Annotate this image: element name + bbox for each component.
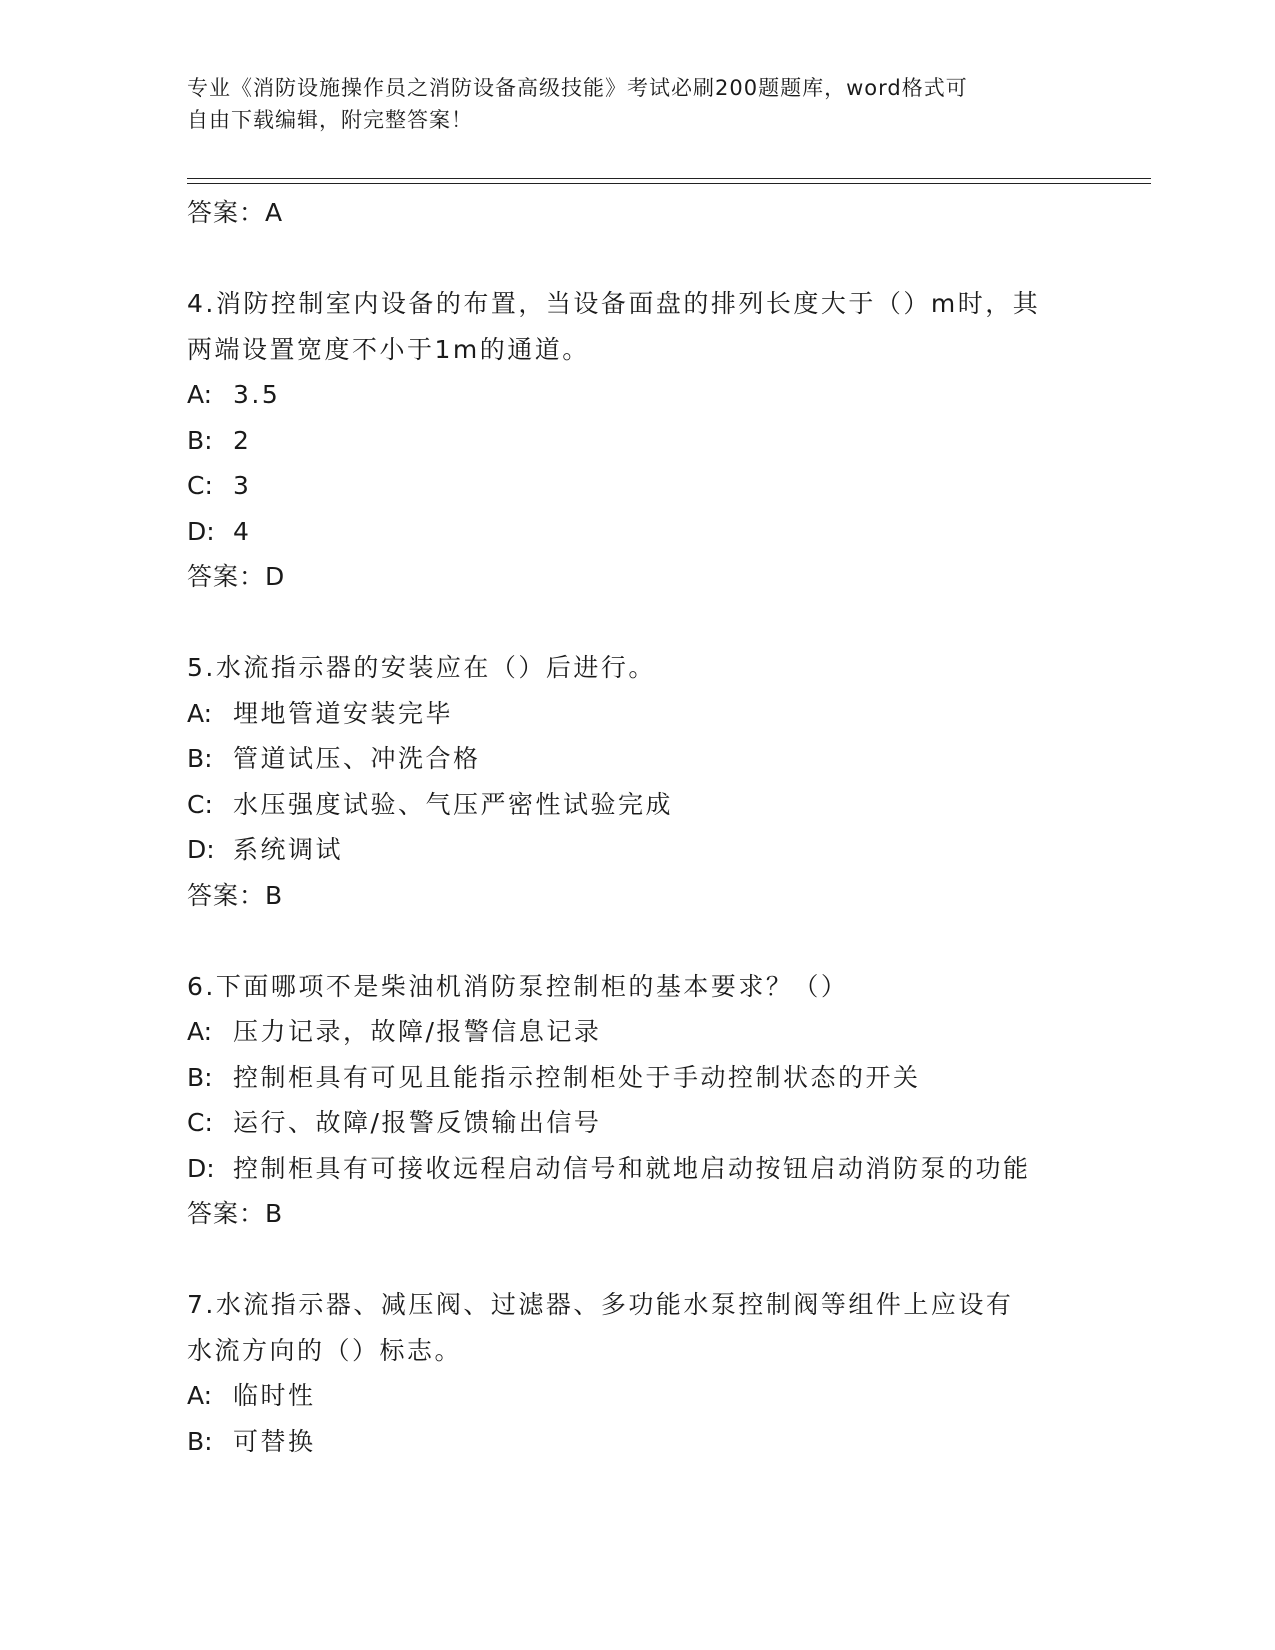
header-note [187, 72, 1067, 136]
option-d [187, 827, 1087, 873]
option-letter: A: [187, 1017, 213, 1046]
option-b [187, 1055, 1087, 1101]
option-text: 控制柜具有可见且能指示控制柜处于手动控制状态的开关 [233, 1062, 921, 1092]
question-stem-line: 4.消防控制室内设备的布置，当设备面盘的排列长度大于（）m时，其 [187, 289, 1041, 318]
question-stem-line: 6.下面哪项不是柴油机消防泵控制柜的基本要求？（） [187, 971, 849, 1001]
option-text: 临时性 [233, 1381, 316, 1410]
option-text: 水压强度试验、气压严密性试验完成 [233, 789, 674, 819]
answer-label: 答案：B [187, 1199, 284, 1228]
header-line-2: 自由下载编辑，附完整答案！ [187, 108, 473, 132]
question-7 [187, 1282, 1087, 1464]
option-text: 2 [233, 425, 252, 455]
question-stem-line: 水流方向的（）标志。 [187, 1335, 463, 1365]
option-letter: D: [187, 1153, 215, 1183]
option-a [187, 691, 1087, 737]
option-text: 可替换 [233, 1426, 316, 1456]
option-letter: B: [187, 744, 213, 773]
question-4 [187, 281, 1087, 600]
option-b [187, 418, 1087, 464]
option-c [187, 782, 1087, 828]
option-text: 运行、故障/报警反馈输出信号 [233, 1108, 602, 1137]
header-rule-top [187, 178, 1151, 179]
spacer [187, 918, 1087, 964]
option-c [187, 463, 1087, 509]
option-c [187, 1100, 1087, 1146]
option-letter: A: [187, 698, 213, 728]
question-6 [187, 964, 1087, 1237]
option-letter: B: [187, 1426, 213, 1456]
option-letter: C: [187, 789, 213, 819]
option-letter: A: [187, 1381, 213, 1410]
option-a [187, 1009, 1087, 1055]
spacer [187, 600, 1087, 646]
option-letter: C: [187, 1108, 213, 1137]
option-letter: B: [187, 1062, 213, 1092]
option-text: 3.5 [233, 380, 281, 409]
option-text: 4 [233, 516, 252, 546]
option-letter: C: [187, 471, 213, 500]
question-stem-line: 5.水流指示器的安装应在（）后进行。 [187, 653, 656, 682]
option-text: 埋地管道安装完毕 [233, 698, 454, 728]
option-text: 管道试压、冲洗合格 [233, 744, 481, 773]
option-text: 系统调试 [233, 835, 344, 864]
option-b [187, 736, 1087, 782]
spacer [187, 236, 1087, 282]
option-d [187, 1146, 1087, 1192]
spacer [187, 1237, 1087, 1283]
answer-label: 答案：A [187, 198, 284, 227]
option-letter: D: [187, 516, 215, 546]
question-5 [187, 645, 1087, 918]
question-stem-line: 两端设置宽度不小于1m的通道。 [187, 334, 590, 364]
option-text: 3 [233, 471, 252, 500]
question-list [187, 188, 1087, 1464]
option-letter: B: [187, 425, 213, 455]
option-a [187, 1373, 1087, 1419]
answer-label: 答案：B [187, 880, 284, 910]
option-letter: D: [187, 835, 215, 864]
question-stem-line: 7.水流指示器、减压阀、过滤器、多功能水泵控制阀等组件上应设有 [187, 1290, 1014, 1319]
answer-label: 答案：D [187, 562, 286, 591]
option-d [187, 509, 1087, 555]
option-b [187, 1419, 1087, 1465]
option-letter: A: [187, 380, 213, 409]
header-line-1: 专业《消防设施操作员之消防设备高级技能》考试必刷200题题库，word格式可 [187, 76, 968, 100]
header-rule-bottom [187, 183, 1151, 184]
option-text: 压力记录，故障/报警信息记录 [233, 1017, 602, 1046]
option-a [187, 372, 1087, 418]
option-text: 控制柜具有可接收远程启动信号和就地启动按钮启动消防泵的功能 [233, 1153, 1031, 1183]
